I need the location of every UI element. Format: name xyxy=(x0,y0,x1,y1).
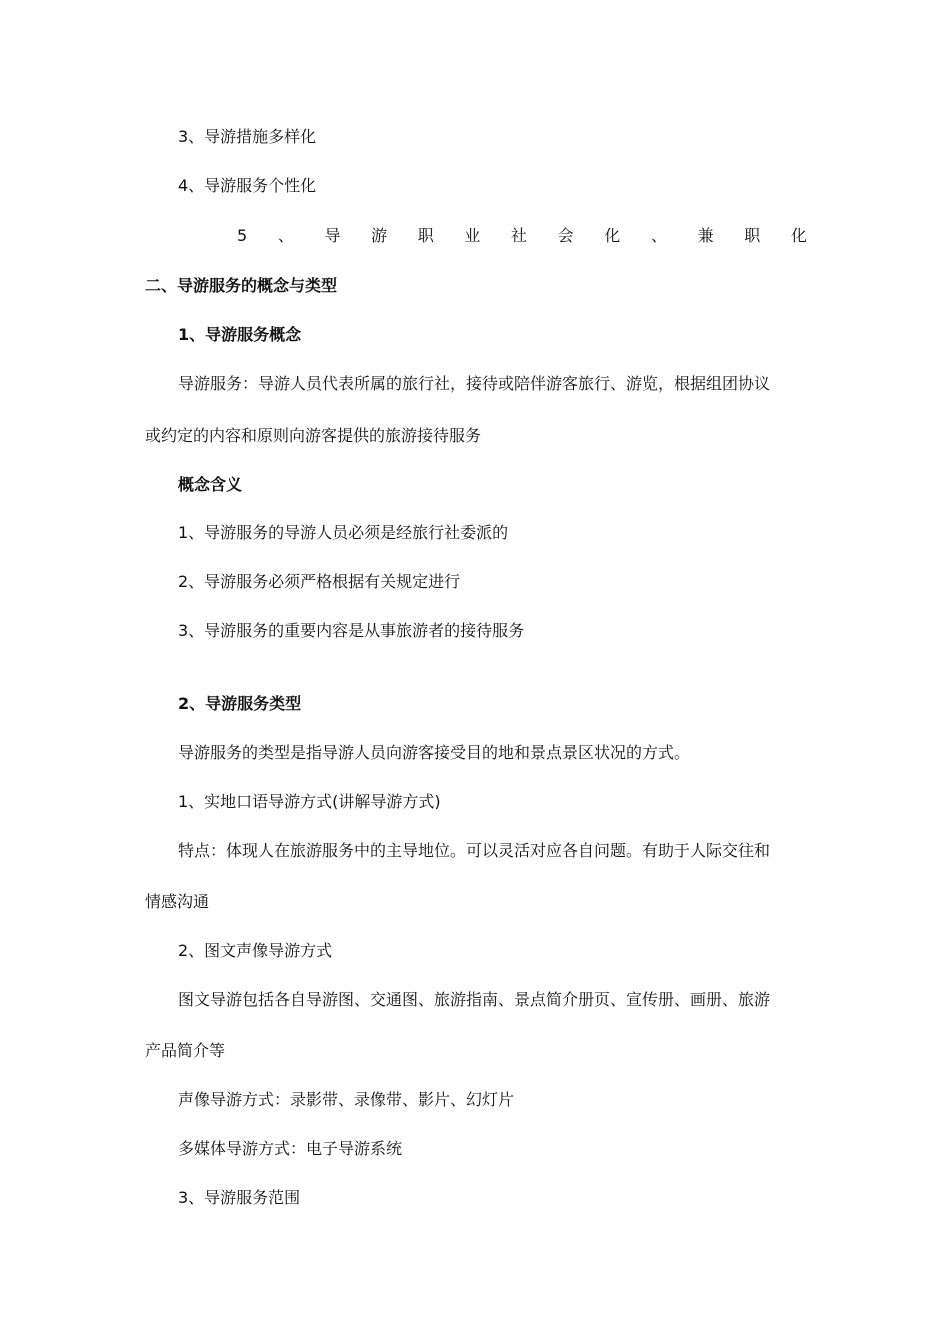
spread-char: 、 xyxy=(277,226,294,245)
spread-char: 职 xyxy=(417,226,434,245)
spread-char: 化 xyxy=(604,226,621,245)
spread-char: 游 xyxy=(371,226,388,245)
spread-char: 5 xyxy=(237,226,248,245)
paragraph-line: 情感沟通 xyxy=(145,892,210,911)
paragraph-line: 声像导游方式：录影带、录像带、影片、幻灯片 xyxy=(178,1090,515,1109)
spread-char: 业 xyxy=(464,226,481,245)
spread-char: 社 xyxy=(511,226,528,245)
list-item: 1、实地口语导游方式(讲解导游方式) xyxy=(178,792,441,811)
spread-list-item xyxy=(237,226,807,246)
subsection-heading: 1、导游服务概念 xyxy=(178,325,302,344)
paragraph-line: 特点：体现人在旅游服务中的主导地位。可以灵活对应各自问题。有助于人际交往和 xyxy=(178,841,771,860)
list-item: 2、图文声像导游方式 xyxy=(178,941,333,960)
subsection-heading: 概念含义 xyxy=(178,475,243,494)
paragraph-line: 导游服务的类型是指导游人员向游客接受目的地和景点景区状况的方式。 xyxy=(178,743,691,762)
subsection-heading: 2、导游服务类型 xyxy=(178,694,302,713)
list-item: 4、导游服务个性化 xyxy=(178,176,317,195)
list-item: 1、导游服务的导游人员必须是经旅行社委派的 xyxy=(178,523,509,542)
paragraph-line: 导游服务：导游人员代表所属的旅行社，接待或陪伴游客旅行、游览，根据组团协议 xyxy=(178,374,771,393)
paragraph-line: 多媒体导游方式：电子导游系统 xyxy=(178,1139,403,1158)
section-heading: 二、导游服务的概念与类型 xyxy=(145,276,338,295)
list-item: 3、导游服务的重要内容是从事旅游者的接待服务 xyxy=(178,621,525,640)
spread-char: 化 xyxy=(790,226,807,245)
spread-char: 兼 xyxy=(697,226,714,245)
spread-char: 、 xyxy=(650,226,667,245)
spread-char: 职 xyxy=(744,226,761,245)
paragraph-line: 产品简介等 xyxy=(145,1041,226,1060)
paragraph-line: 或约定的内容和原则向游客提供的旅游接待服务 xyxy=(145,426,482,445)
list-item: 3、导游服务范围 xyxy=(178,1188,301,1207)
spread-char: 会 xyxy=(557,226,574,245)
list-item: 2、导游服务必须严格根据有关规定进行 xyxy=(178,572,461,591)
spread-char: 导 xyxy=(324,226,341,245)
list-item: 3、导游措施多样化 xyxy=(178,127,317,146)
paragraph-line: 图文导游包括各自导游图、交通图、旅游指南、景点简介册页、宣传册、画册、旅游 xyxy=(178,990,771,1009)
